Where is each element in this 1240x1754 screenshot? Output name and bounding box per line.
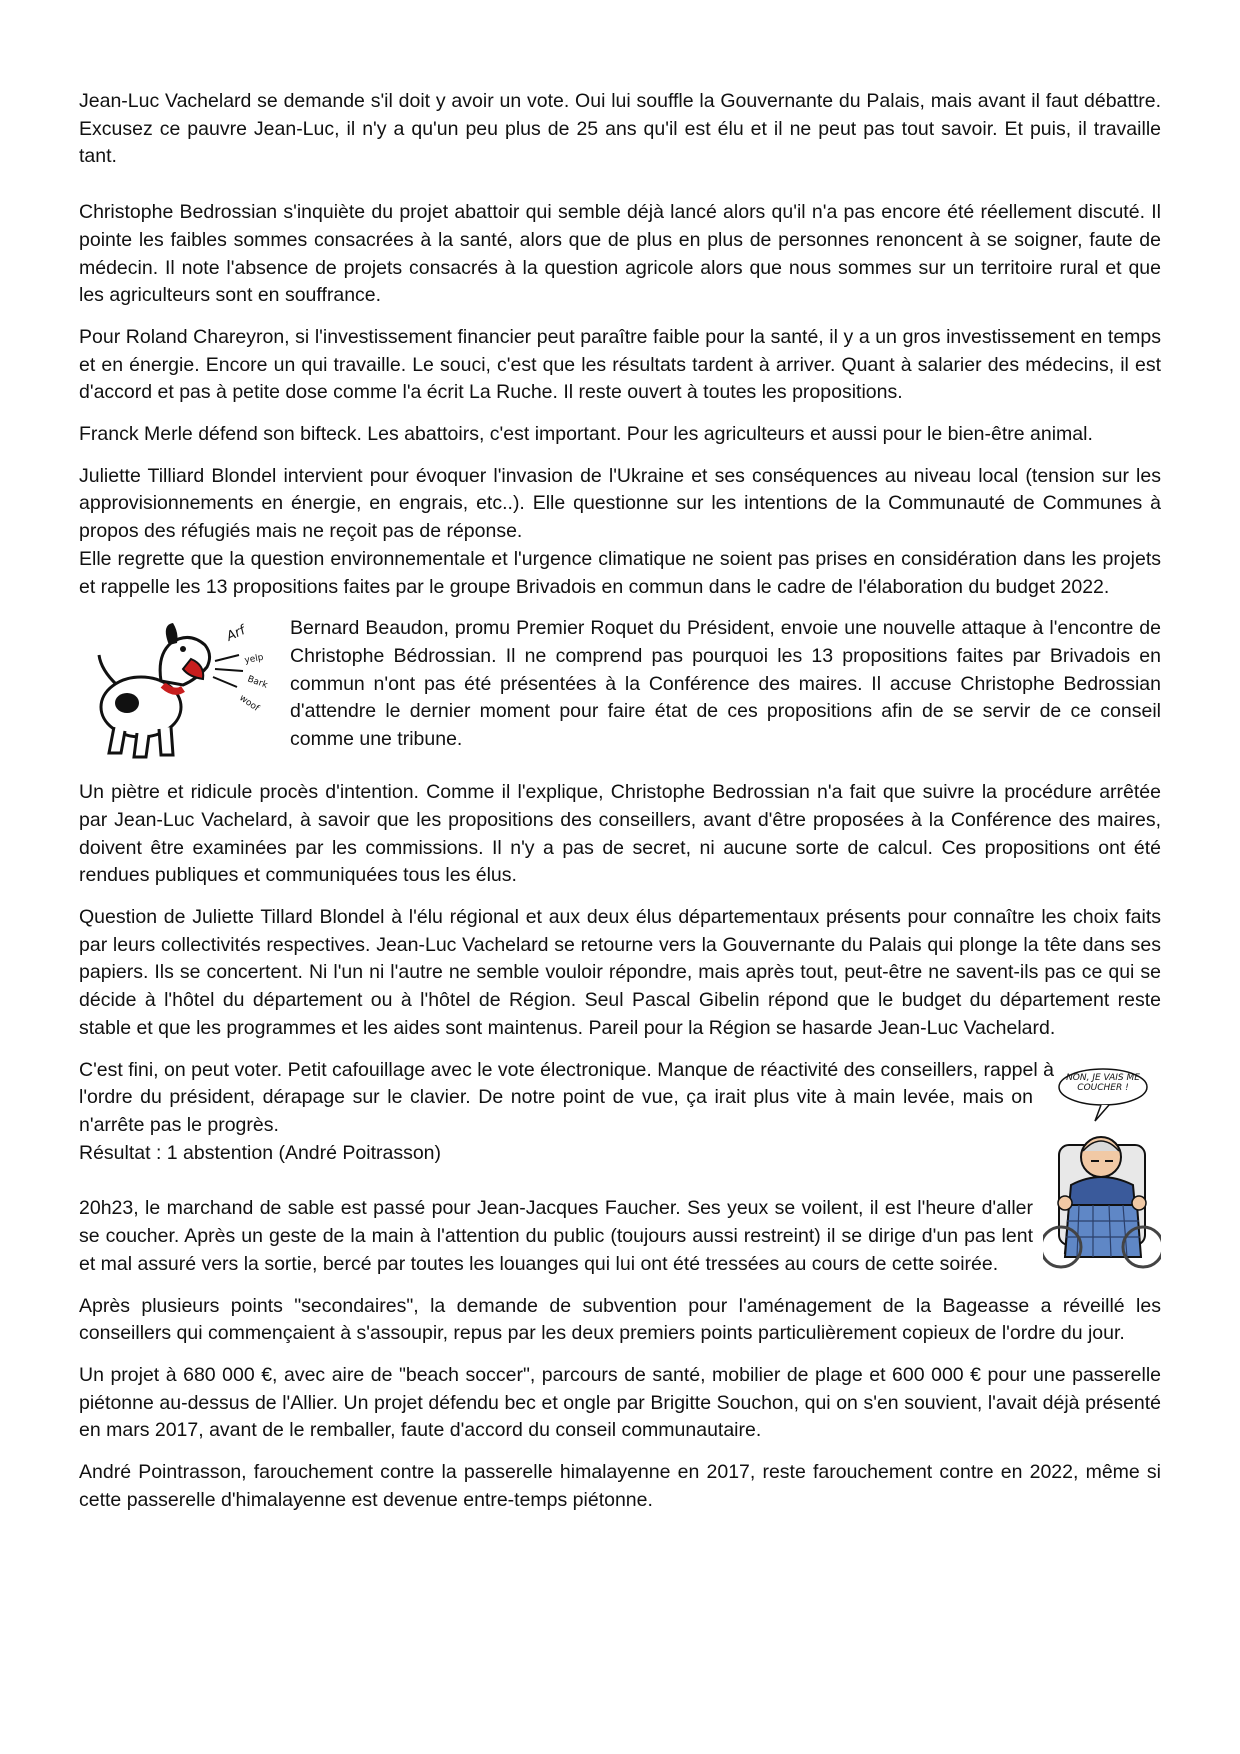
paragraph-faucher: 20h23, le marchand de sable est passé pour Jean-Jacques Faucher. Ses yeux se voilent, il est l'heure d'aller se coucher. Après un geste de la main à l'attention du public (toujours aussi restreint) il se dirige d'un pas lent et mal assuré vers la sortie, bercé par toutes les louanges qui lui ont été tressées au cours de cette soirée. <box>79 1197 1033 1275</box>
old-man-speech-bubble: NON, JE VAIS ME COUCHER ! <box>1066 1072 1140 1093</box>
paragraph-vote-line1: C'est fini, on peut voter. Petit cafouillage avec le vote électronique. Manque de réactivité des conseillers, rappel à <box>79 1058 1054 1081</box>
vote-result: Résultat : 1 abstention (André Poitrasson) <box>79 1141 442 1164</box>
paragraph-tilliard-ukraine: Juliette Tilliard Blondel intervient pour évoquer l'invasion de l'Ukraine et ses conséquences au niveau local (tension sur les approvisionnements en énergie, en engrais, etc..). Elle questionne sur les intentions de la Communauté de Communes à propos des réfugiés mais ne reçoit pas de réponse. <box>79 464 1161 543</box>
paragraph-merle: Franck Merle défend son bifteck. Les abattoirs, c'est important. Pour les agriculteurs et aussi pour le bien-être animal. <box>79 423 1093 446</box>
paragraph-bedrossian: Christophe Bedrossian s'inquiète du projet abattoir qui semble déjà lancé alors qu'il n'a pas encore été réellement discuté. Il pointe les faibles sommes consacrées à la santé, alors que de plus en plus de personnes renoncent à se soigner, faute de médecin. Il note l'absence de projets consacrés à la question agricole alors que nous sommes sur un territoire rural et que les agriculteurs sont en souffrance. <box>79 201 1161 307</box>
vote-section <box>79 1057 1161 1279</box>
paragraph-pointrasson: André Pointrasson, farouchement contre la passerelle himalayenne en 2017, reste farouchement contre en 2022, même si cette passerelle d'himalayenne est devenue entre-temps piétonne. <box>79 1461 1161 1511</box>
barking-dog-illustration <box>79 615 284 765</box>
dog-word-yelp: yelp <box>243 653 265 667</box>
sleepy-old-man-illustration <box>1043 1065 1161 1275</box>
paragraph-bageasse: Après plusieurs points "secondaires", la demande de subvention pour l'aménagement de la Bageasse a réveillé les conseillers qui commençaient à s'assoupir, repus par les deux premiers points particulièrement copieux de l'ordre du jour. <box>79 1294 1161 1345</box>
paragraph-proces-intention: Un piètre et ridicule procès d'intention. Comme il l'explique, Christophe Bedrossian n'a fait que suivre la procédure arrêtée par Jean-Luc Vachelard, à savoir que les propositions des conseillers, avant d'être proposées à la Conférence des maires, doivent être examinées par les commissions. Il n'y a pas de secret, ni aucune sorte de calcul. Ces propositions ont été rendues publiques et communiquées tous les élus. <box>79 781 1161 887</box>
paragraph-projet-680000: Un projet à 680 000 €, avec aire de "beach soccer", parcours de santé, mobilier de plage et 600 000 € pour une passerelle piétonne au-dessus de l'Allier. Un projet défendu bec et ongle par Brigitte Souchon, qui on s'en souvient, l'avait déjà présenté en mars 2017, avant de le remballer, faute d'accord du conseil communautaire. <box>79 1363 1161 1442</box>
dog-illustration-row <box>79 615 1161 765</box>
paragraph-vote-rest: l'ordre du président, dérapage sur le clavier. De notre point de vue, ça irait plus vite à main levée, mais on n'arrête pas le progrès. <box>79 1086 1033 1136</box>
paragraph-tilliard-climate: Elle regrette que la question environnementale et l'urgence climatique ne soient pas prises en considération dans les projets et rappelle les 13 propositions faites par le groupe Brivadois en commun dans le cadre de l'élaboration du budget 2022. <box>79 547 1161 598</box>
dog-word-woof: woof <box>237 693 261 715</box>
paragraph-vote-question: Jean-Luc Vachelard se demande s'il doit y avoir un vote. Oui lui souffle la Gouvernante du Palais, mais avant il faut débattre. Excusez ce pauvre Jean-Luc, il n'y a qu'un peu plus de 25 ans qu'il est élu et il ne peut pas tout savoir. Et puis, il travaille tant. <box>79 90 1161 168</box>
paragraph-question-elus: Question de Juliette Tillard Blondel à l'élu régional et aux deux élus départementaux présents pour connaître les choix faits par leurs collectivités respectives. Jean-Luc Vachelard se retourne vers la Gouvernante du Palais qui plonge la tête dans ses papiers. Ils se concertent. Ni l'un ni l'autre ne semble vouloir répondre, mais après tout, peut-être ne savent-ils pas ce qui se décide à l'hôtel du département ou à l'hôtel de Région. Seul Pascal Gibelin répond que le budget du département reste stable et que les programmes et les aides sont maintenus. Pareil pour la Région se hasarde Jean-Luc Vachelard. <box>79 906 1161 1039</box>
paragraph-chareyron: Pour Roland Chareyron, si l'investissement financier peut paraître faible pour la santé, il y a un gros investissement en temps et en énergie. Encore un qui travaille. Le souci, c'est que les résultats tardent à arriver. Quant à salarier des médecins, il est d'accord et pas à petite dose comme l'a écrit La Ruche. Il reste ouvert à toutes les propositions. <box>79 325 1161 404</box>
dog-word-arf: Arf <box>224 623 248 645</box>
paragraph-beaudon: Bernard Beaudon, promu Premier Roquet du Président, envoie une nouvelle attaque à l'encontre de Christophe Bédrossian. Il ne comprend pas pourquoi les 13 propositions faites par Brivadois en commun n'ont pas été présentées à la Conférence des maires. Il accuse Christophe Bedrossian d'attendre le dernier moment pour faire état de ces propositions afin de se servir de ce conseil comme une tribune. <box>290 617 1161 751</box>
dog-word-bark: Bark <box>245 674 269 692</box>
